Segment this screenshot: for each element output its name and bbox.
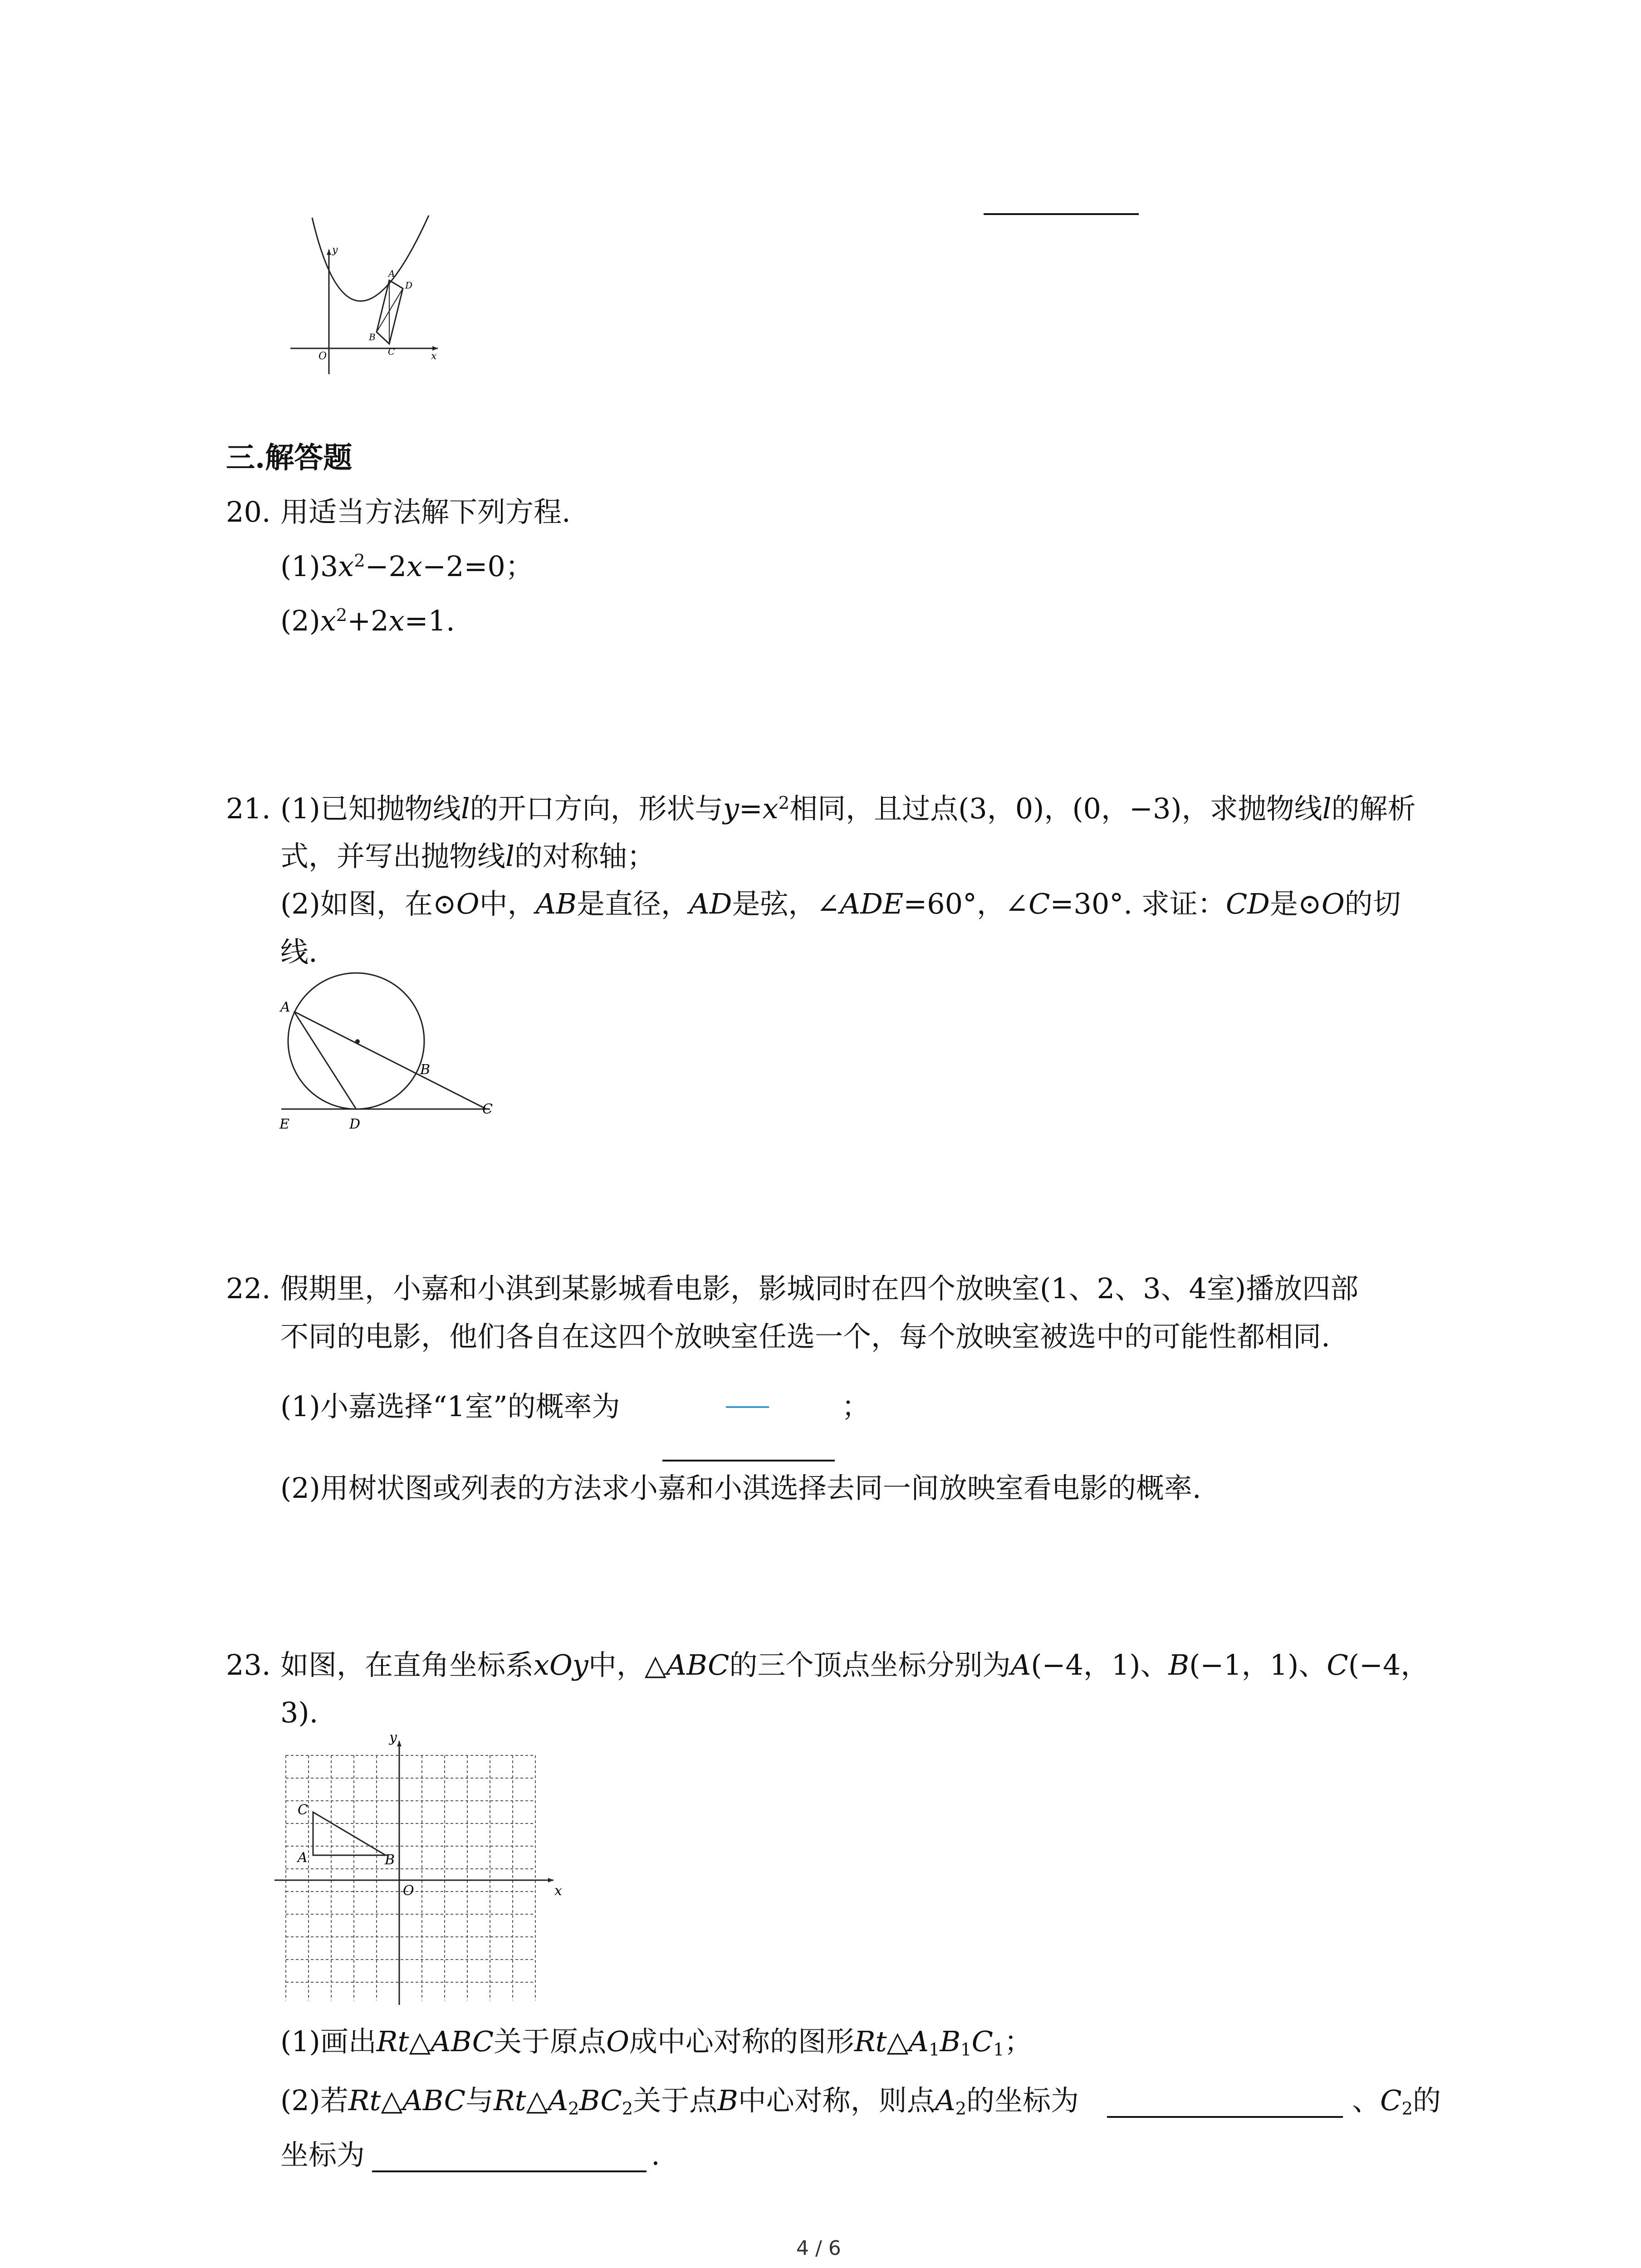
q21-line1: (1)已知抛物线l的开口方向，形状与$y=x^2$相同，且过点(3，0)，(0，−3)，求抛物线l的解析 xyxy=(280,792,1416,825)
label-d: D xyxy=(349,1116,361,1132)
label-b: B xyxy=(420,1062,431,1078)
label-o: O xyxy=(318,351,327,362)
q22-part1-end: ； xyxy=(842,1390,870,1423)
label-a: A xyxy=(388,268,395,279)
center-point xyxy=(355,1039,360,1044)
question-number-21: 21. xyxy=(226,792,271,825)
q21-line2: 式，并写出抛物线l的对称轴； xyxy=(280,840,655,873)
q20-part2: $(2)x^2+2x=1$. xyxy=(280,604,455,637)
q22-part2: (2)用树状图或列表的方法求小嘉和小淇选择去同一间放映室看电影的概率. xyxy=(280,1471,1201,1505)
circle-figure xyxy=(272,966,508,1139)
label-a: A xyxy=(280,999,290,1015)
q20-stem: 用适当方法解下列方程. xyxy=(280,495,571,528)
q23-part3: 坐标为 xyxy=(280,2138,365,2171)
label-o: O xyxy=(403,1883,414,1899)
q22-line1: 假期里，小嘉和小淇到某影城看电影，影城同时在四个放映室(1、2、3、4室)播放四部 xyxy=(280,1272,1359,1305)
question-number-23: 23. xyxy=(226,1648,271,1681)
label-e: E xyxy=(279,1116,289,1132)
x-axis-arrow xyxy=(432,346,438,351)
answer-blank-q22 xyxy=(662,1460,835,1461)
q23-part3-end: . xyxy=(651,2138,660,2171)
label-c: C xyxy=(298,1802,308,1818)
triangle-abc xyxy=(313,1812,386,1855)
label-a: A xyxy=(298,1850,308,1866)
label-x: x xyxy=(554,1883,562,1899)
q22-line2: 不同的电影，他们各自在这四个放映室任选一个，每个放映室被选中的可能性都相同. xyxy=(280,1320,1330,1353)
answer-blank-c2 xyxy=(372,2170,647,2172)
answer-blank-top xyxy=(984,213,1139,215)
grid-lines xyxy=(286,1755,535,2000)
label-b: B xyxy=(385,1852,395,1868)
y-axis-arrow xyxy=(397,1741,402,1746)
parabola-figure xyxy=(281,213,445,386)
fraction-bar xyxy=(726,1406,769,1408)
section-title: 三.解答题 xyxy=(226,441,353,475)
q23-line1: 如图，在直角坐标系xOy中，△ABC的三个顶点坐标分别为A(−4，1)、B(−1，1)、C(−4， xyxy=(280,1648,1429,1681)
label-y: y xyxy=(332,244,338,256)
q23-part1: (1)画出Rt△ABC关于原点O成中心对称的图形$Rt\triangle A_1B_1C_1$； xyxy=(280,2025,1033,2060)
q22-part1: (1)小嘉选择“1室”的概率为 xyxy=(280,1390,620,1423)
label-b: B xyxy=(369,332,376,342)
x-axis-arrow xyxy=(548,1878,554,1882)
label-c: C xyxy=(482,1101,493,1117)
y-axis-arrow xyxy=(327,249,331,255)
label-c: C xyxy=(388,346,395,357)
chord-ad xyxy=(294,1012,356,1109)
question-number-22: 22. xyxy=(226,1272,271,1305)
line-ac xyxy=(294,1012,486,1109)
answer-blank-a2 xyxy=(1107,2116,1343,2118)
q23-part2: (2)若Rt△ABC与$Rt\triangle A_2BC_2$关于点B中心对称，则点$A_2$的坐标为 xyxy=(280,2084,1079,2119)
q20-part1: $(1)3x^2-2x-2=0$； xyxy=(280,550,534,583)
q23-line2: 3). xyxy=(280,1696,318,1729)
coordinate-grid-figure xyxy=(268,1728,576,2009)
label-x: x xyxy=(431,351,437,362)
page-number: 4 / 6 xyxy=(796,2237,841,2260)
q23-part2-tail: 、$C_2$的 xyxy=(1352,2084,1441,2119)
question-number-20: 20. xyxy=(226,495,271,528)
label-y: y xyxy=(389,1730,397,1745)
q21-line3: (2)如图，在⊙O中，AB是直径，AD是弦，∠ADE=60°，∠C=30°. 求证：CD是⊙O的切 xyxy=(280,887,1401,920)
label-d: D xyxy=(405,280,413,291)
q21-line4: 线. xyxy=(280,935,318,968)
